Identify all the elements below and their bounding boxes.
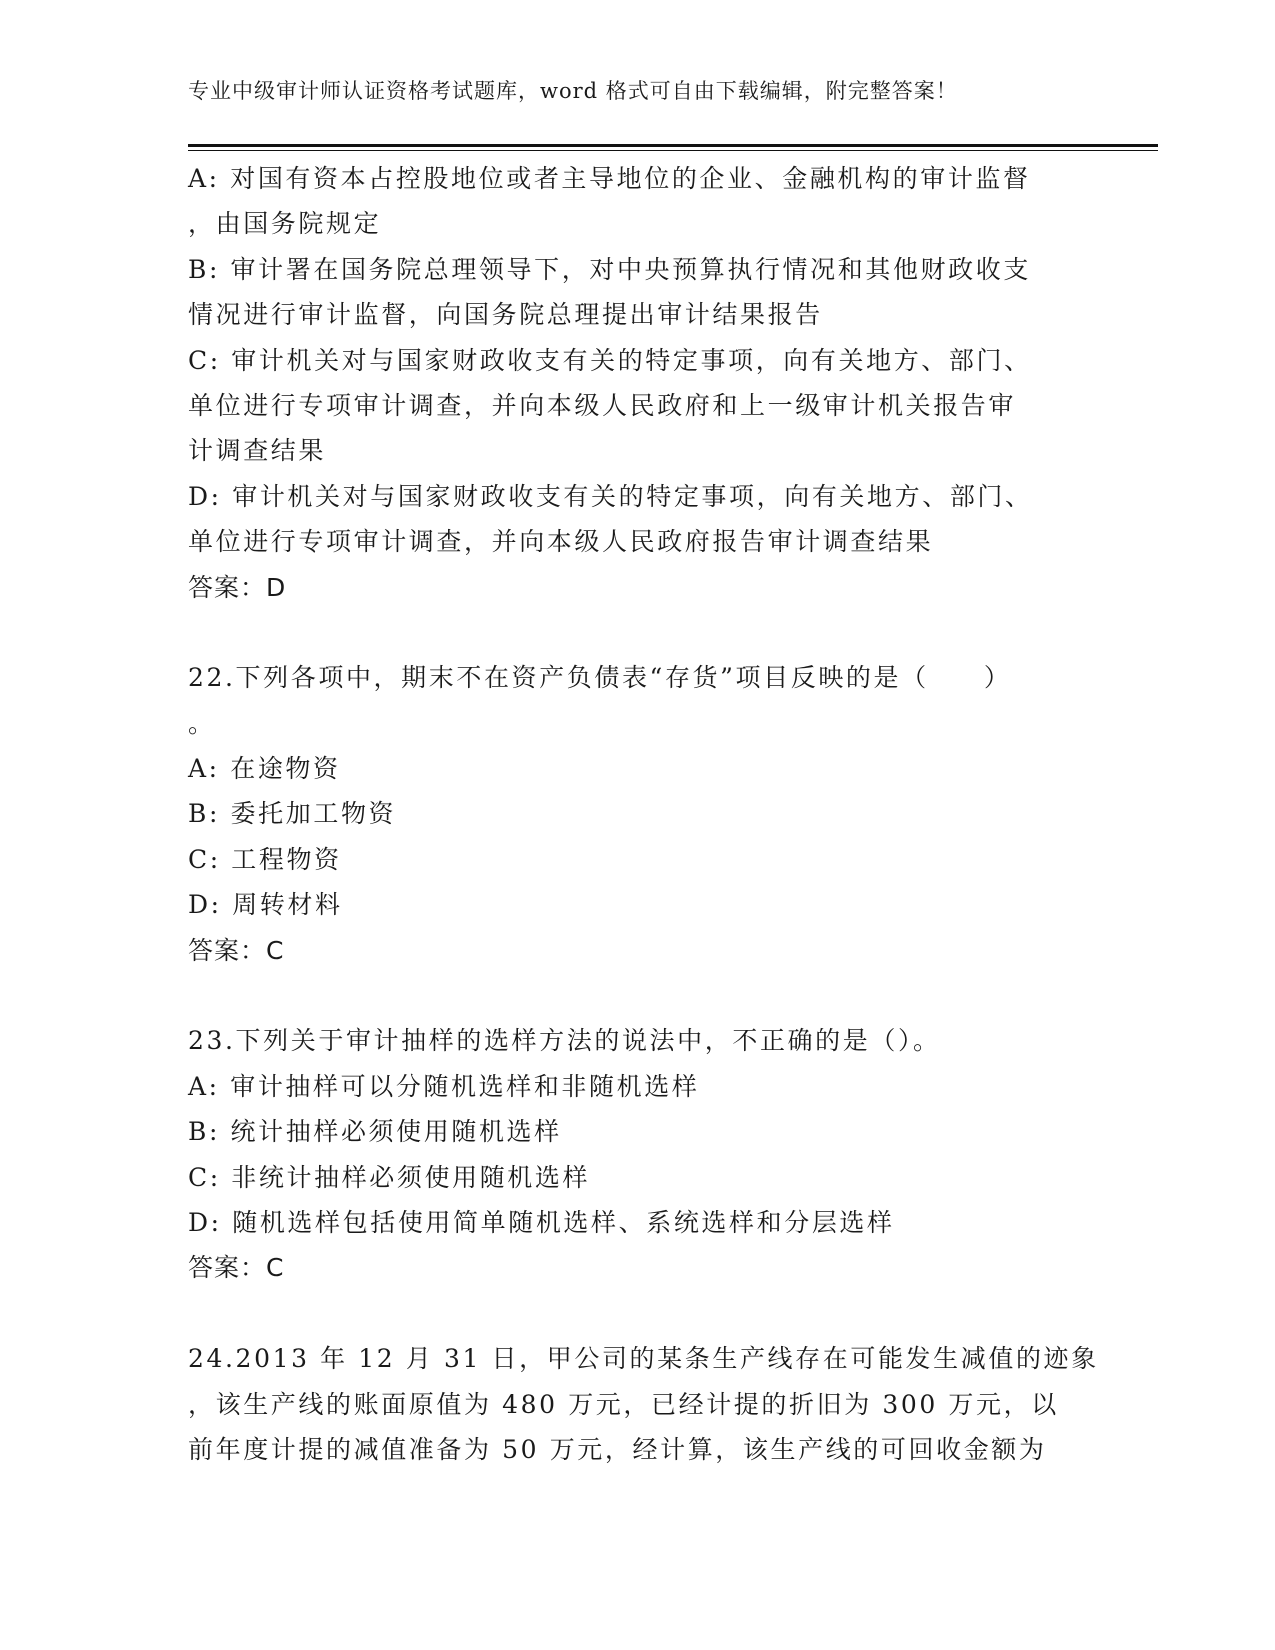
block-spacer — [188, 973, 1088, 1018]
option-line: ，由国务院规定 — [188, 209, 382, 239]
option-line: C: 工程物资 — [188, 844, 342, 874]
option-line: 计调查结果 — [188, 436, 327, 466]
option-line: A: 审计抽样可以分随机选样和非随机选样 — [188, 1071, 700, 1101]
option-line: A: 在途物资 — [188, 754, 341, 784]
question-stem: 。 — [188, 708, 216, 738]
option-line: 情况进行审计监督，向国务院总理提出审计结果报告 — [188, 300, 823, 330]
question-stem: 24.2013 年 12 月 31 日，甲公司的某条生产线存在可能发生减值的迹象 — [188, 1344, 1099, 1374]
block-spacer — [188, 1291, 1088, 1336]
option-line: D: 随机选样包括使用简单随机选样、系统选样和分层选样 — [188, 1207, 895, 1237]
page-header-note: 专业中级审计师认证资格考试题库，word 格式可自由下载编辑，附完整答案！ — [188, 79, 958, 103]
question-block-21 — [188, 156, 1088, 610]
option-line: D: 周转材料 — [188, 890, 343, 920]
option-line: B: 委托加工物资 — [188, 799, 397, 829]
question-stem: 22.下列各项中，期末不在资产负债表“存货”项目反映的是（ ） — [188, 663, 1012, 693]
question-stem: ，该生产线的账面原值为 480 万元，已经计提的折旧为 300 万元，以 — [188, 1389, 1059, 1419]
option-line: C: 非统计抽样必须使用随机选样 — [188, 1162, 591, 1192]
block-spacer — [188, 610, 1088, 655]
question-content — [188, 156, 1099, 1472]
option-line: 单位进行专项审计调查，并向本级人民政府报告审计调查结果 — [188, 527, 934, 557]
option-line: A: 对国有资本占控股地位或者主导地位的企业、金融机构的审计监督 — [188, 164, 1031, 193]
answer-line: 答案：D — [188, 572, 287, 602]
option-line: D: 审计机关对与国家财政收支有关的特定事项，向有关地方、部门、 — [188, 481, 1033, 511]
question-stem: 前年度计提的减值准备为 50 万元，经计算，该生产线的可回收金额为 — [188, 1434, 1047, 1464]
option-line: C: 审计机关对与国家财政收支有关的特定事项，向有关地方、部门、 — [188, 345, 1032, 375]
answer-line: 答案：C — [188, 1253, 285, 1283]
question-block-24 — [188, 1336, 1099, 1472]
header-divider-thick — [188, 144, 1158, 147]
question-block-23 — [188, 1018, 1088, 1290]
option-line: B: 统计抽样必须使用随机选样 — [188, 1117, 562, 1147]
question-block-22 — [188, 655, 1088, 973]
option-line: 单位进行专项审计调查，并向本级人民政府和上一级审计机关报告审 — [188, 390, 1017, 420]
question-stem: 23.下列关于审计抽样的选样方法的说法中，不正确的是（）。 — [188, 1026, 941, 1056]
header-divider-thin — [188, 150, 1158, 151]
answer-line: 答案：C — [188, 935, 285, 965]
option-line: B: 审计署在国务院总理领导下，对中央预算执行情况和其他财政收支 — [188, 254, 1031, 284]
